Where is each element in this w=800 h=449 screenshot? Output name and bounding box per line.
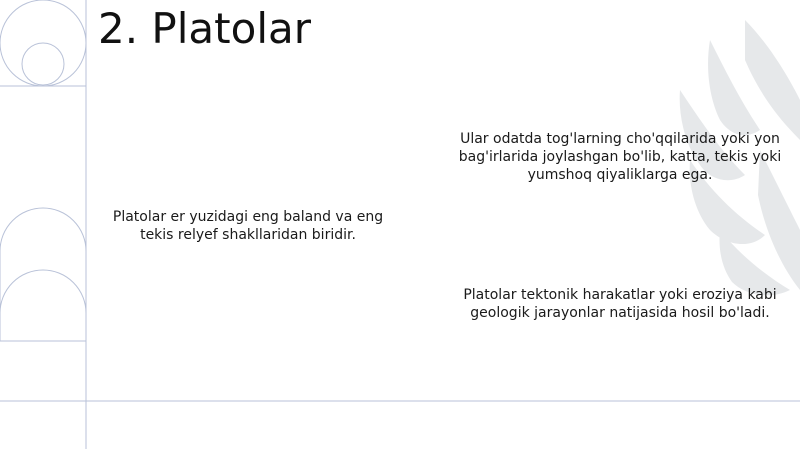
slide-title: 2. Platolar (98, 4, 311, 53)
paragraph-location: Ular odatda tog'larning cho'qqilarida yoki yon bag'irlarida joylashgan bo'lib, katta, tekis yoki yumshoq qiyaliklarga ega. (458, 131, 782, 183)
small-circle (22, 43, 64, 85)
arch-lower (0, 270, 86, 313)
paragraph-definition: Platolar er yuzidagi eng baland va eng tekis relyef shakllaridan biridir. (112, 209, 384, 243)
paragraph-formation: Platolar tektonik harakatlar yoki eroziya kabi geologik jarayonlar natijasida hosil bo'ladi. (463, 287, 777, 321)
arch-upper (0, 208, 86, 341)
